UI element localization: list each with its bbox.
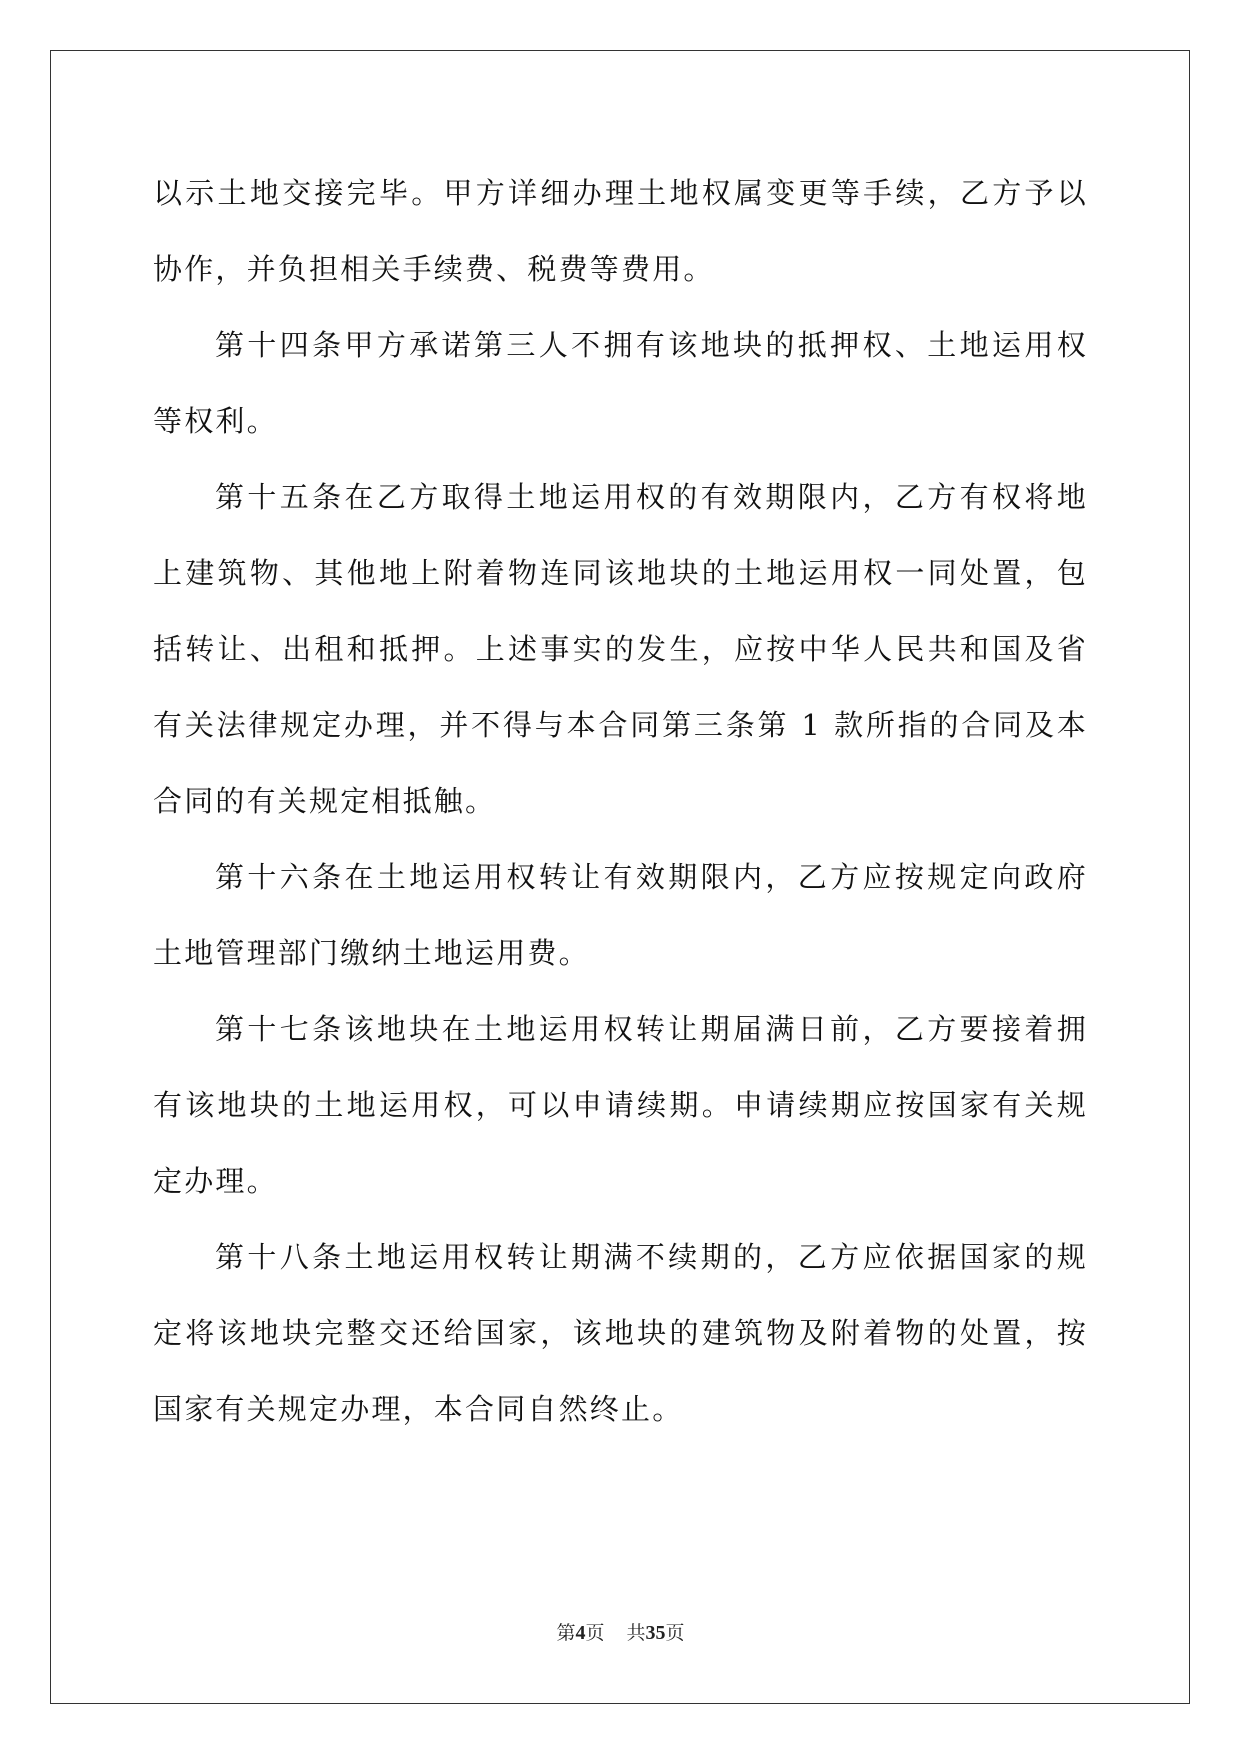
paragraph-article-14: 第十四条甲方承诺第三人不拥有该地块的抵押权、土地运用权等权利。 [153,328,1088,438]
paragraph-article-15: 第十五条在乙方取得土地运用权的有效期限内，乙方有权将地上建筑物、其他地上附着物连同该地块的土地运用权一同处置，包括转让、出租和抵押。上述事实的发生，应按中华人民共和国及省有关法律规定办理，并不得与本合同第三条第 1 款所指的合同及本合同的有关规定相抵触。 [153,480,1088,818]
document-body [153,155,1088,1447]
page-number: 4 [575,1622,586,1644]
paragraph-article-16: 第十六条在土地运用权转让有效期限内，乙方应按规定向政府土地管理部门缴纳土地运用费。 [153,860,1088,970]
paragraph-article-18: 第十八条土地运用权转让期满不续期的，乙方应依据国家的规定将该地块完整交还给国家，该地块的建筑物及附着物的处置，按国家有关规定办理，本合同自然终止。 [153,1240,1088,1426]
total-pages: 35 [645,1622,666,1644]
page-footer [0,1618,1241,1645]
paragraph-article-17: 第十七条该地块在土地运用权转让期届满日前，乙方要接着拥有该地块的土地运用权，可以申请续期。申请续期应按国家有关规定办理。 [153,1012,1088,1198]
page-prefix: 第 [556,1622,576,1644]
total-prefix: 共 [626,1622,646,1644]
page-suffix: 页 [585,1622,605,1644]
paragraph-1: 以示土地交接完毕。甲方详细办理土地权属变更等手续，乙方予以协作，并负担相关手续费、税费等费用。 [153,176,1088,286]
total-suffix: 页 [665,1622,685,1644]
